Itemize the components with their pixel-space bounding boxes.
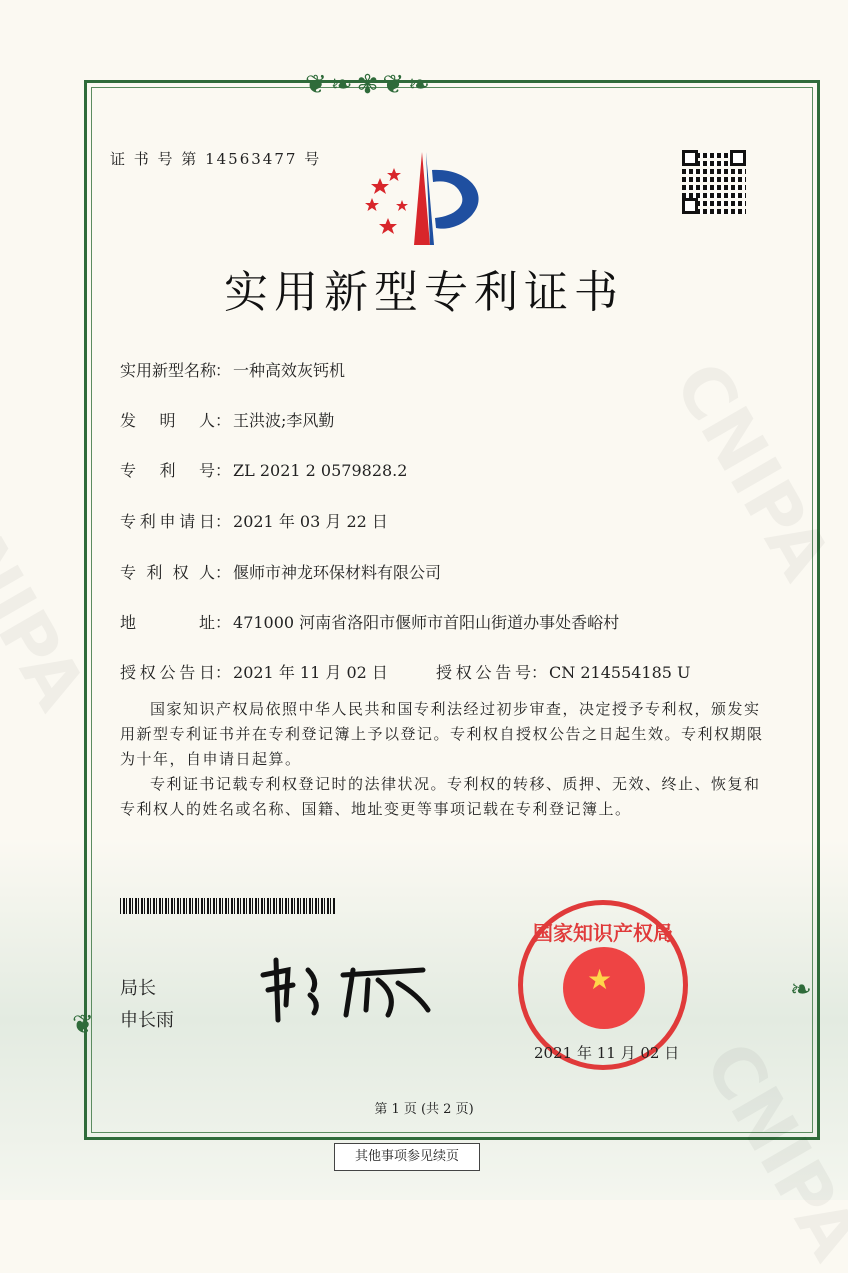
field-inventor: 发明人： 王洪波;李风勤 xyxy=(120,411,335,430)
director-signature xyxy=(258,955,438,1025)
corner-ornament-left: ❦ xyxy=(72,1010,94,1040)
page-number: 第 1 页 (共 2 页) xyxy=(374,1102,474,1117)
corner-ornament-right: ❧ xyxy=(790,975,812,1005)
field-patent-number: 专利号： ZL 2021 2 0579828.2 xyxy=(120,461,408,480)
seal-date: 2021 年 11 月 02 日 xyxy=(534,1044,680,1062)
director-title: 局长 xyxy=(120,978,156,999)
paragraph-legal-status: 专利证书记载专利权登记时的法律状况。专利权的转移、质押、无效、终止、恢复和专利权人的姓名或名称、国籍、地址变更等事项记载在专利登记簿上。 xyxy=(120,775,761,818)
certificate-title: 实用新型专利证书 xyxy=(224,267,624,318)
paragraph-grant: 国家知识产权局依照中华人民共和国专利法经过初步审查，决定授予专利权，颁发实用新型专利证书并在专利登记簿上予以登记。专利权自授权公告之日起生效。专利权期限为十年，自申请日起算。 xyxy=(120,700,764,768)
certificate-number: 证 书 号 第 14563477 号 xyxy=(110,150,322,168)
star-icon: ★ xyxy=(587,963,613,996)
field-application-date: 专利申请日： 2021 年 03 月 22 日 xyxy=(120,512,388,531)
watermark xyxy=(688,1029,848,1273)
seal-text: 国家知识产权局 xyxy=(533,921,673,945)
cnipa-logo xyxy=(360,150,490,250)
field-patentee: 专利权人： 偃师市神龙环保材料有限公司 xyxy=(120,563,442,582)
field-announcement-number: 授权公告号： CN 214554185 U xyxy=(436,663,691,682)
field-grant-date: 授权公告日： 2021 年 11 月 02 日 xyxy=(120,663,388,682)
field-utility-model-name: 实用新型名称： 一种高效灰钙机 xyxy=(120,361,346,380)
field-address: 地址： 471000 河南省洛阳市偃师市首阳山街道办事处香峪村 xyxy=(120,613,620,632)
barcode xyxy=(120,898,335,914)
continuation-note: 其他事项参见续页 xyxy=(334,1143,480,1171)
top-ornament: ❦❧✾❦❧ xyxy=(305,70,434,100)
director-name: 申长雨 xyxy=(120,1010,174,1031)
